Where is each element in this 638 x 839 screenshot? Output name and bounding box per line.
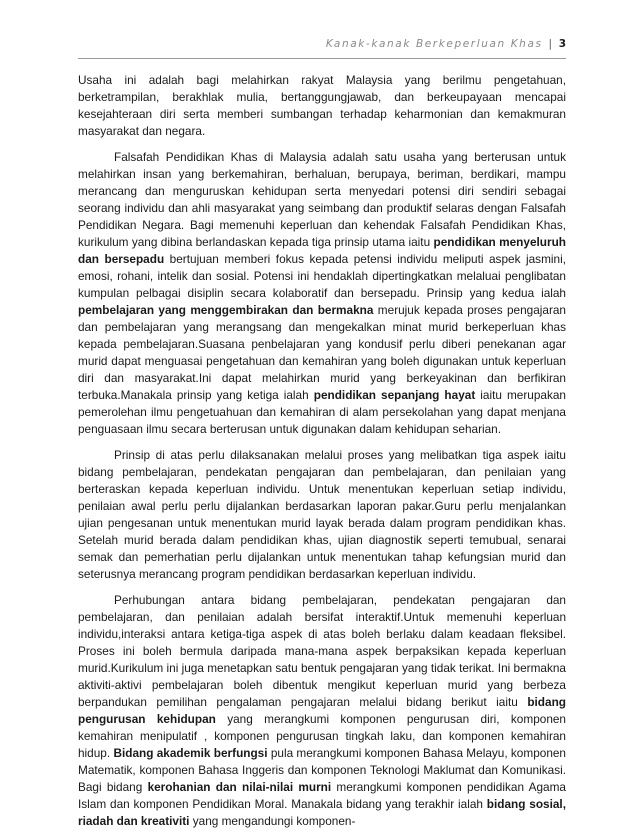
document-body — [78, 72, 566, 839]
bold-term: Bidang akademik berfungsi — [113, 746, 268, 760]
paragraph-text: Usaha ini adalah bagi melahirkan rakyat Malaysia yang berilmu pengetahuan, berketrampilan, berakhlak mulia, bertanggungjawab, dan berkeupayaan mencapai kesejahteraan diri serta memberi sumbangan terhadap keharmonian dan kemakmuran masyarakat dan negara. — [78, 73, 566, 138]
bold-term: pendidikan sepanjang hayat — [313, 388, 476, 402]
paragraph-text: yang mengandungi komponen- — [189, 814, 356, 828]
paragraph-text: pula merangkumi komponen Bahasa Melayu, komponen Matematik, komponen Bahasa Inggeris dan komponen Teknologi Maklumat dan Komunikasi. Bagi bidang — [78, 746, 566, 794]
paragraph-text: iaitu merupakan pemerolehan ilmu pengetuahuan dan kemahiran di alam persekolahan yang dapat menjana penguasaan ilmu secara berterusan untuk digunakan dalam kehidupan seharian. — [78, 388, 566, 436]
paragraph-text: merujuk kepada proses pengajaran dan pembelajaran yang merangsang dan mengekalkan minat murid berkeperluan khas kepada pembelajaran.Suasana penbelajaran yang kondusif perlu diberi penekanan agar murid dapat menguasai pengetahuan dan kemahiran yang boleh digunakan untuk keperluan diri dan masyarakat.Ini dapat melahirkan murid yang berkeyakinan dan berfikiran terbuka.Manakala prinsip yang ketiga ialah — [78, 303, 566, 402]
header-title: Kanak-kanak Berkeperluan Khas — [325, 38, 543, 50]
paragraph-text: yang merangkumi komponen pengurusan diri, komponen kemahiran menipulatif , komponen pengurusan tingkah laku, dan komponen kemahiran hidup. — [78, 712, 566, 760]
header-rule — [78, 58, 566, 59]
paragraph-text: merangkumi komponen pendidikan Agama Islam dan komponen Pendidikan Moral. Manakala bidang yang terakhir ialah — [78, 780, 566, 811]
paragraph — [78, 72, 566, 140]
paragraph-text: bertujuan memberi fokus kepada petensi individu meliputi aspek jasmini, emosi, rohani, intelik dan sosial. Potensi ini hendaklah dipertingkatkan melaluai penglibatan kumpulan pelbagai disiplin secara kolaboratif dan bersepadu. Prinsip yang kedua ialah — [78, 252, 566, 300]
page-number: 3 — [558, 38, 566, 50]
paragraph — [78, 149, 566, 438]
paragraph-text: Falsafah Pendidikan Khas di Malaysia adalah satu usaha yang berterusan untuk melahirkan insan yang berkemahiran, berhaluan, berupaya, beriman, berdikari, mampu merancang dan menguruskan kehidupan serta menyedari potensi diri sendiri sebagai seorang individu dan ahli masyarakat yang seimbang dan produktif selaras dengan Falsafah Pendidikan Negara. Bagi memenuhi keperluan dan kehendak Falsafah Pendidikan Khas, kurikulum yang dibina berlandaskan kepada tiga prinsip utama iaitu — [78, 150, 566, 249]
header-separator: | — [548, 38, 554, 50]
paragraph-text: Perhubungan antara bidang pembelajaran, pendekatan pengajaran dan pembelajaran, dan penilaian adalah bersifat interaktif.Untuk memenuhi keperluan individu,interaksi antara ketiga-tiga aspek di atas boleh berlaku dalam keadaan fleksibel. Proses ini boleh bermula daripada mana-mana aspek berpaksikan kepada keperluan murid.Kurikulum ini juga menetapkan satu bentuk pengajaran yang tidak terikat. Ini bermakna aktiviti-aktivi pembelajaran boleh dibentuk mengikut keperluan murid yang berbeza berpandukan pemilihan pengalaman pengajaran melalui bidang berikut iaitu — [78, 593, 566, 709]
paragraph — [78, 447, 566, 583]
bold-term: kerohanian dan nilai-nilai murni — [147, 780, 332, 794]
bold-term: pendidikan menyeluruh dan bersepadu — [78, 235, 566, 266]
bold-term: pembelajaran yang menggembirakan dan bermakna — [78, 303, 374, 317]
bold-term: bidang pengurusan kehidupan — [78, 695, 566, 726]
bold-term: bidang sosial, riadah dan kreativiti — [78, 797, 566, 828]
paragraph — [78, 592, 566, 830]
page-header — [326, 38, 566, 50]
paragraph-text: Prinsip di atas perlu dilaksanakan melalui proses yang melibatkan tiga aspek iaitu bidang pembelajaran, pendekatan pengajaran dan pembelajaran, dan penilaian yang berteraskan kepada keperluan individu. Untuk menentukan keperluan setiap individu, penilaian awal perlu perlu dijalankan berdasarkan laporan pakar.Guru perlu menjalankan ujian pengesanan untuk menentukan murid layak berada dalam program pendidikan khas. Setelah murid berada dalam pendidikan khas, ujian diagnostik seperti temubual, senarai semak dan pemerhatian perlu dijalankan untuk menentukan tahap kefungsian murid dan seterusnya merancang program pendidikan berdasarkan keperluan individu. — [78, 448, 566, 581]
